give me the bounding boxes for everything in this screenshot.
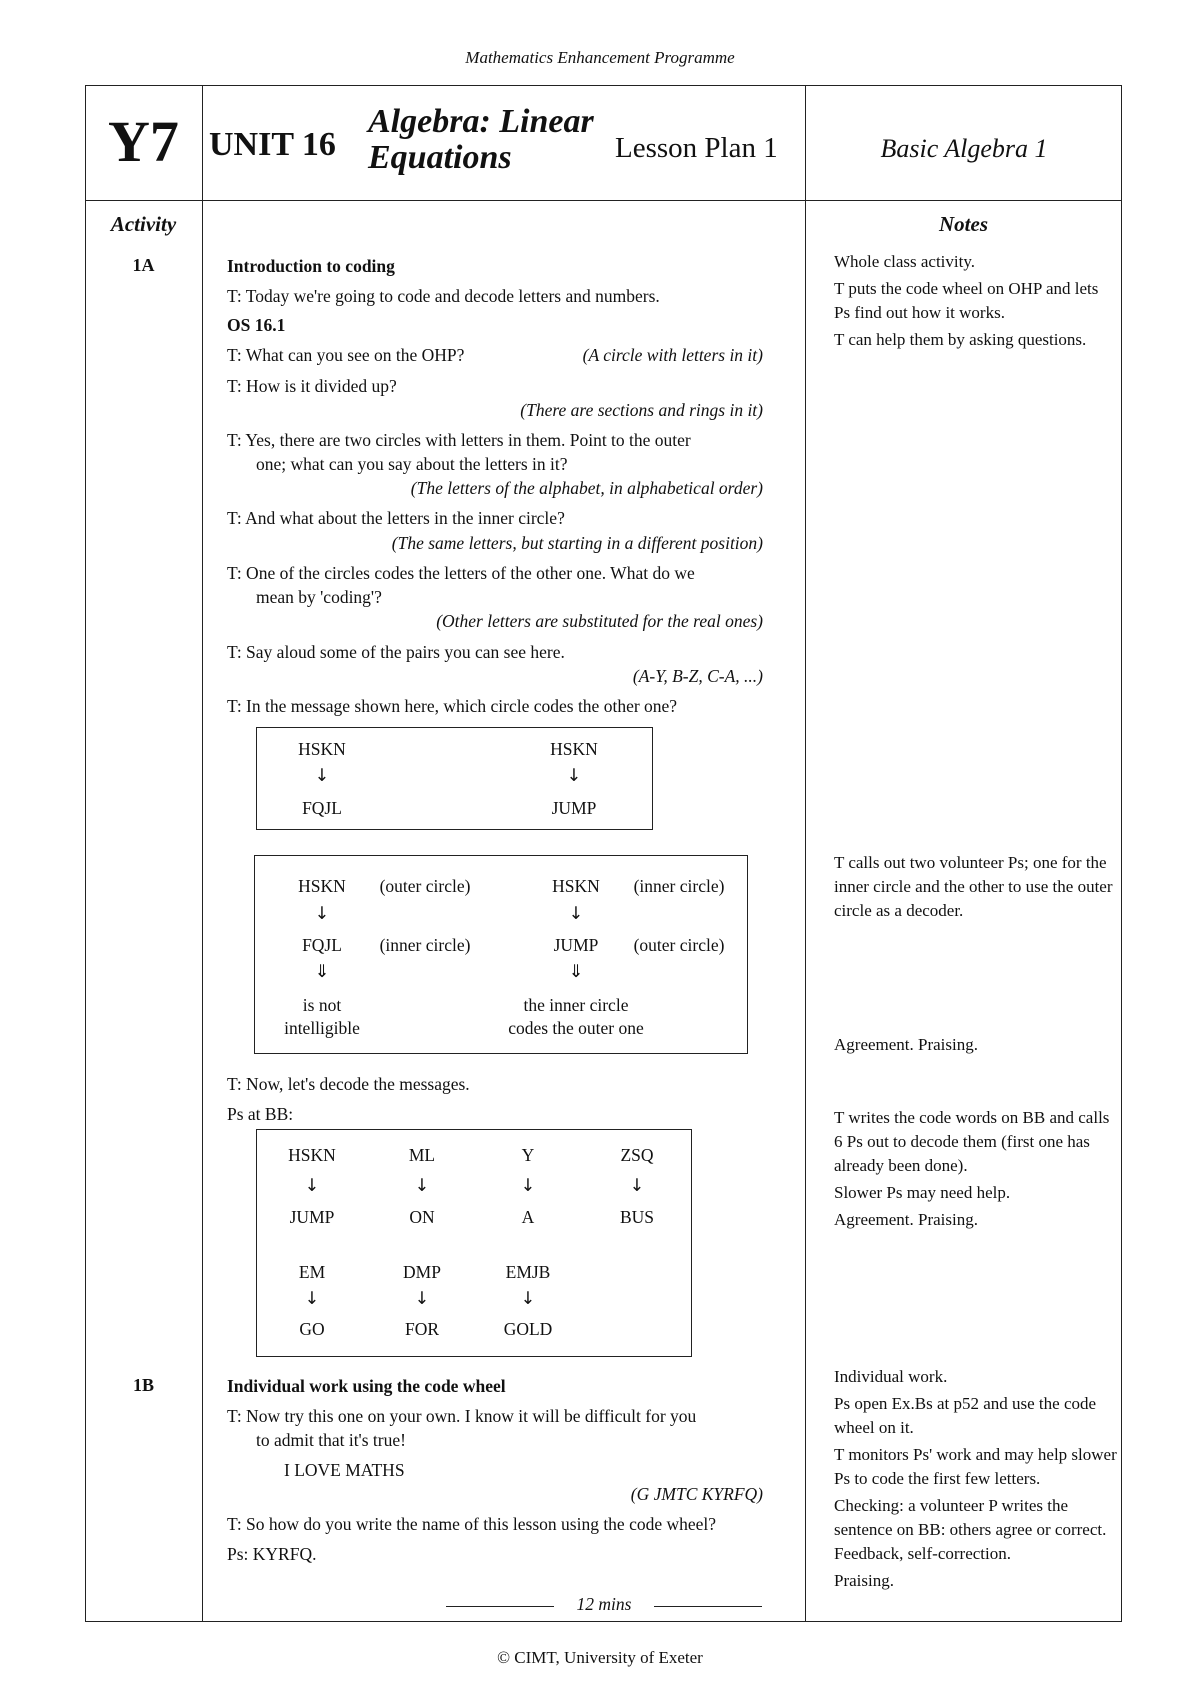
decoded-word: FOR bbox=[404, 1319, 440, 1339]
conclusion-text: the inner circle bbox=[523, 995, 629, 1015]
os-reference: OS 16.1 bbox=[227, 315, 286, 335]
year-label: Y7 bbox=[108, 109, 179, 174]
code-word: ZSQ bbox=[620, 1145, 654, 1165]
dialogue-line: T: How is it divided up? bbox=[227, 376, 397, 396]
circle-note: (inner circle) bbox=[379, 935, 471, 955]
expected-answer: (There are sections and rings in it) bbox=[520, 400, 763, 420]
code-word: EMJB bbox=[505, 1262, 551, 1282]
topic-line-2: Equations bbox=[368, 139, 512, 176]
dialogue-line: T: One of the circles codes the letters of the other one. What do we bbox=[227, 563, 695, 583]
decode-table-box bbox=[256, 1129, 692, 1357]
dialogue-line: Ps at BB: bbox=[227, 1104, 294, 1124]
dialogue-line: Ps: KYRFQ. bbox=[227, 1544, 317, 1564]
note-text: Agreement. Praising. bbox=[834, 1210, 978, 1229]
unit-topic bbox=[368, 104, 594, 176]
note-text: Checking: a volunteer P writes the sentence on BB: others agree or correct. Feedback, self-correction. bbox=[834, 1496, 1107, 1563]
conclusion-text: codes the outer one bbox=[508, 1018, 644, 1038]
decoded-word: GO bbox=[299, 1319, 325, 1339]
decoded-word: JUMP bbox=[289, 1207, 335, 1227]
dialogue-line: to admit that it's true! bbox=[256, 1430, 406, 1450]
activity-duration: 12 mins bbox=[576, 1594, 632, 1614]
time-rule-right bbox=[654, 1606, 762, 1607]
expected-answer: (The same letters, but starting in a different position) bbox=[391, 533, 763, 553]
expected-answer: (A-Y, B-Z, C-A, ...) bbox=[632, 666, 763, 686]
note-text: Whole class activity. bbox=[834, 252, 975, 271]
down-arrow-icon: ↓ bbox=[568, 904, 584, 924]
copyright-footer: © CIMT, University of Exeter bbox=[497, 1648, 703, 1667]
lesson-title: Basic Algebra 1 bbox=[880, 134, 1048, 163]
down-arrow-icon: ↓ bbox=[629, 1176, 645, 1196]
expected-answer: (Other letters are substituted for the real ones) bbox=[436, 611, 763, 631]
down-arrow-icon: ↓ bbox=[566, 766, 582, 786]
code-word: HSKN bbox=[288, 1145, 336, 1165]
notes-column-heading: Notes bbox=[939, 212, 988, 236]
coding-example-box bbox=[256, 727, 653, 830]
note-text: T calls out two volunteer Ps; one for the inner circle and the other to use the outer circle as a decoder. bbox=[834, 853, 1113, 920]
conclusion-text: is not bbox=[302, 995, 342, 1015]
dialogue-line: mean by 'coding'? bbox=[256, 587, 382, 607]
activity-1b-heading: Individual work using the code wheel bbox=[227, 1376, 506, 1396]
down-arrow-icon: ↓ bbox=[304, 1289, 320, 1309]
down-arrow-icon: ↓ bbox=[314, 766, 330, 786]
notes-column-divider bbox=[805, 85, 806, 1622]
decoded-word: ON bbox=[409, 1207, 435, 1227]
note-text: Praising. bbox=[834, 1571, 894, 1590]
double-down-arrow-icon: ⇓ bbox=[314, 962, 330, 982]
conclusion-text: intelligible bbox=[284, 1018, 360, 1038]
note-text: T writes the code words on BB and calls 6 Ps out to decode them (first one has already been done). bbox=[834, 1108, 1110, 1175]
decoded-word: A bbox=[521, 1207, 535, 1227]
topic-line-1: Algebra: Linear bbox=[368, 103, 594, 140]
notes-block-1 bbox=[834, 250, 1118, 355]
note-text: Ps open Ex.Bs at p52 and use the code wheel on it. bbox=[834, 1394, 1097, 1437]
decoded-word: JUMP bbox=[553, 935, 599, 955]
dialogue-line: T: So how do you write the name of this lesson using the code wheel? bbox=[227, 1514, 717, 1534]
note-text: T monitors Ps' work and may help slower Ps to code the first few letters. bbox=[834, 1445, 1117, 1488]
activity-id-1a: 1A bbox=[132, 255, 155, 275]
dialogue-line: one; what can you say about the letters in it? bbox=[256, 454, 568, 474]
notes-block-5 bbox=[834, 1365, 1118, 1596]
dialogue-line: T: In the message shown here, which circle codes the other one? bbox=[227, 696, 678, 716]
circle-note: (inner circle) bbox=[633, 876, 725, 896]
decoded-word: JUMP bbox=[551, 798, 597, 818]
decoded-word: FQJL bbox=[302, 798, 342, 818]
note-text: T puts the code wheel on OHP and lets Ps find out how it works. bbox=[834, 279, 1099, 322]
code-word: Y bbox=[521, 1145, 535, 1165]
circle-note: (outer circle) bbox=[379, 876, 471, 896]
message-to-code: I LOVE MATHS bbox=[284, 1460, 405, 1480]
activity-column-heading: Activity bbox=[110, 212, 177, 236]
note-text: Slower Ps may need help. bbox=[834, 1183, 1011, 1202]
dialogue-line: T: Yes, there are two circles with letters in them. Point to the outer bbox=[227, 430, 691, 450]
expected-answer: (A circle with letters in it) bbox=[582, 345, 763, 365]
activity-column-divider bbox=[202, 85, 203, 1622]
down-arrow-icon: ↓ bbox=[414, 1289, 430, 1309]
double-down-arrow-icon: ⇓ bbox=[568, 962, 584, 982]
code-word: ML bbox=[408, 1145, 436, 1165]
note-text: T can help them by asking questions. bbox=[834, 330, 1087, 349]
circle-note: (outer circle) bbox=[633, 935, 725, 955]
dialogue-line: T: Today we're going to code and decode letters and numbers. bbox=[227, 286, 660, 306]
dialogue-line: T: Now try this one on your own. I know it will be difficult for you bbox=[227, 1406, 697, 1426]
down-arrow-icon: ↓ bbox=[314, 904, 330, 924]
code-word: HSKN bbox=[552, 876, 600, 896]
code-word: HSKN bbox=[550, 739, 598, 759]
activity-id-1b: 1B bbox=[132, 1375, 154, 1395]
dialogue-line: T: What can you see on the OHP? bbox=[227, 345, 465, 365]
down-arrow-icon: ↓ bbox=[520, 1176, 536, 1196]
notes-block-2 bbox=[834, 851, 1118, 926]
notes-block-3 bbox=[834, 1033, 1118, 1060]
header-row-divider bbox=[85, 200, 1122, 201]
lesson-plan-label: Lesson Plan 1 bbox=[615, 132, 778, 164]
decoded-word: BUS bbox=[619, 1207, 655, 1227]
note-text: Agreement. Praising. bbox=[834, 1035, 978, 1054]
dialogue-line: T: And what about the letters in the inner circle? bbox=[227, 508, 565, 528]
code-word: EM bbox=[298, 1262, 326, 1282]
time-rule-left bbox=[446, 1606, 554, 1607]
unit-label: UNIT 16 bbox=[209, 126, 336, 163]
notes-block-4 bbox=[834, 1106, 1118, 1235]
decoded-word: GOLD bbox=[503, 1319, 553, 1339]
decoded-word: FQJL bbox=[302, 935, 342, 955]
note-text: Individual work. bbox=[834, 1367, 948, 1386]
down-arrow-icon: ↓ bbox=[414, 1176, 430, 1196]
down-arrow-icon: ↓ bbox=[520, 1289, 536, 1309]
coding-explanation-box bbox=[254, 855, 748, 1054]
dialogue-line: T: Say aloud some of the pairs you can see here. bbox=[227, 642, 565, 662]
programme-title: Mathematics Enhancement Programme bbox=[465, 48, 735, 67]
dialogue-line: T: Now, let's decode the messages. bbox=[227, 1074, 470, 1094]
expected-answer: (G JMTC KYRFQ) bbox=[630, 1484, 763, 1504]
down-arrow-icon: ↓ bbox=[304, 1176, 320, 1196]
activity-1a-heading: Introduction to coding bbox=[227, 256, 395, 276]
code-word: HSKN bbox=[298, 876, 346, 896]
code-word: HSKN bbox=[298, 739, 346, 759]
code-word: DMP bbox=[403, 1262, 441, 1282]
expected-answer: (The letters of the alphabet, in alphabetical order) bbox=[410, 478, 763, 498]
